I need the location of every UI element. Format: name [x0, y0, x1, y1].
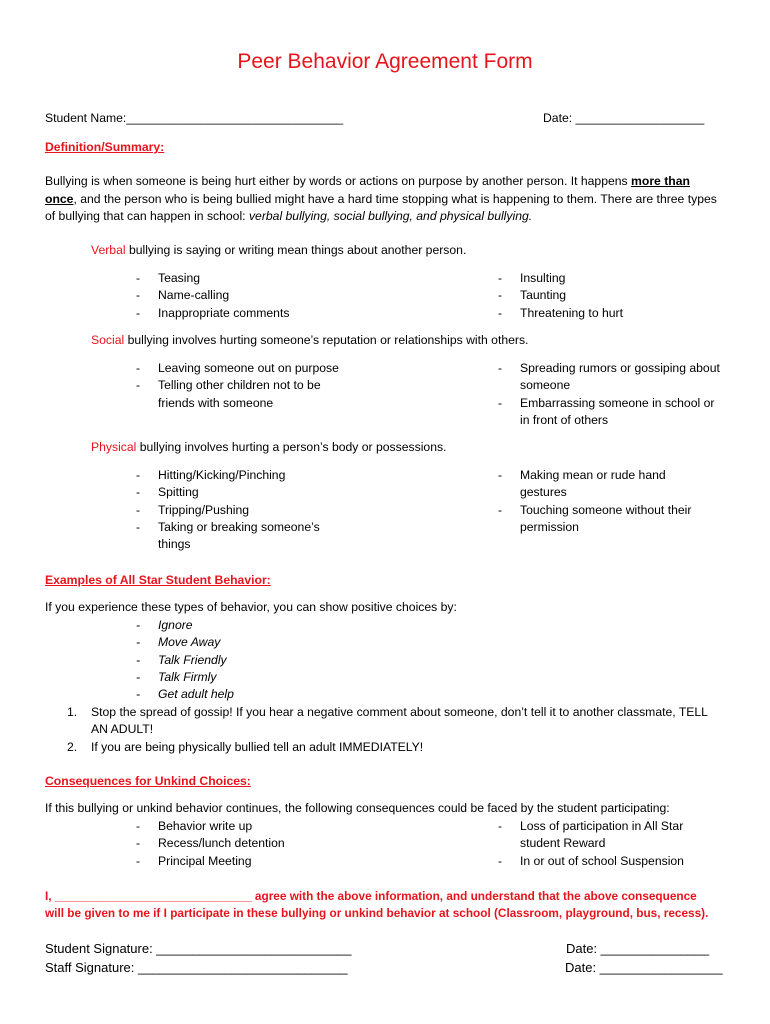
list-item: - Get adult help	[136, 686, 234, 703]
list-item: - In or out of school Suspension	[498, 853, 703, 870]
definition-text-1: Bullying is when someone is being hurt either by words or actions on purpose by another person. It happens	[45, 174, 632, 188]
physical-list-right	[498, 467, 703, 536]
verbal-list-right	[498, 270, 728, 322]
social-text: bullying involves hurting someone’s reputation or relationships with others.	[124, 333, 529, 347]
definition-emphasis-2: once	[45, 191, 74, 206]
item-text: Stop the spread of gossip! If you hear a negative comment about someone, don’t tell it to another classmate, TELL AN ADULT!	[91, 705, 708, 737]
numbered-item	[67, 739, 727, 756]
list-item: - Ignore	[136, 617, 234, 634]
date-field-top[interactable]: Date: ___________________	[543, 111, 705, 125]
item-text: If you are being physically bullied tell an adult IMMEDIATELY!	[91, 739, 424, 754]
numbered-list	[67, 704, 727, 756]
social-label: Social	[91, 333, 125, 347]
list-item: - Behavior write up	[136, 818, 285, 835]
consequences-intro: If this bullying or unkind behavior continues, the following consequences could be faced by the student participating:	[45, 801, 670, 815]
list-item: - Inappropriate comments	[136, 305, 366, 322]
list-item: - Spitting	[136, 484, 336, 501]
agreement-line-1[interactable]: I, ______________________________ agree with the above information, and understand that the above consequence	[45, 889, 697, 903]
page-title: Peer Behavior Agreement Form	[237, 50, 533, 73]
physical-label: Physical	[91, 440, 137, 454]
staff-signature-field[interactable]: Staff Signature: _____________________________	[45, 960, 348, 975]
examples-list	[136, 617, 234, 703]
list-item: - Taking or breaking someone’s things	[136, 519, 336, 554]
list-item: - Move Away	[136, 634, 234, 651]
list-item: - Talk Friendly	[136, 652, 234, 669]
verbal-line	[91, 243, 466, 257]
consequences-heading: Consequences for Unkind Choices:	[45, 774, 251, 788]
social-list-right	[498, 360, 723, 429]
student-date-field[interactable]: Date: _______________	[566, 941, 710, 956]
list-item: - Hitting/Kicking/Pinching	[136, 467, 336, 484]
list-item: - Leaving someone out on purpose	[136, 360, 351, 377]
list-item: - Talk Firmly	[136, 669, 234, 686]
verbal-text: bullying is saying or writing mean things about another person.	[125, 243, 467, 257]
list-item: - Telling other children not to be friends with someone	[136, 377, 351, 412]
physical-text: bullying involves hurting a person’s body or possessions.	[136, 440, 447, 454]
examples-heading: Examples of All Star Student Behavior:	[45, 573, 271, 587]
social-list-left	[136, 360, 351, 412]
staff-date-field[interactable]: Date: _________________	[565, 960, 723, 975]
definition-heading: Definition/Summary:	[45, 140, 165, 154]
item-number: 2.	[67, 739, 78, 754]
definition-text-2: , and the person who is being bullied might have a hard time stopping what is happening to them. There are three types of bullying that can happen in school:	[45, 191, 717, 223]
list-item: - Principal Meeting	[136, 853, 285, 870]
list-item: - Spreading rumors or gossiping about someone	[498, 360, 723, 395]
definition-emphasis-1: more than	[631, 174, 690, 188]
list-item: - Loss of participation in All Star student Reward	[498, 818, 703, 853]
definition-types: verbal bullying, social bullying, and physical bullying.	[248, 209, 533, 223]
consequences-list-left	[136, 818, 285, 870]
list-item: - Name-calling	[136, 287, 366, 304]
numbered-item	[67, 704, 727, 739]
consequences-list-right	[498, 818, 703, 870]
student-signature-field[interactable]: Student Signature: ___________________________	[45, 941, 352, 956]
list-item: - Embarrassing someone in school or in front of others	[498, 395, 723, 430]
agreement-line-2: will be given to me if I participate in these bullying or unkind behavior at school (Classroom, playground, bus, recess).	[45, 906, 709, 920]
verbal-label: Verbal	[91, 243, 126, 257]
list-item: - Recess/lunch detention	[136, 835, 285, 852]
list-item: - Insulting	[498, 270, 728, 287]
physical-line	[91, 440, 446, 454]
examples-intro: If you experience these types of behavior, you can show positive choices by:	[45, 600, 457, 614]
item-number: 1.	[67, 705, 78, 719]
list-item: - Teasing	[136, 270, 366, 287]
list-item: - Threatening to hurt	[498, 305, 728, 322]
list-item: - Touching someone without their permission	[498, 502, 703, 537]
list-item: - Taunting	[498, 287, 728, 304]
definition-paragraph	[45, 173, 725, 226]
list-item: - Making mean or rude hand gestures	[498, 467, 703, 502]
student-name-field[interactable]: Student Name:________________________________	[45, 111, 344, 125]
list-item: - Tripping/Pushing	[136, 502, 336, 519]
social-line	[91, 333, 528, 347]
physical-list-left	[136, 467, 336, 553]
verbal-list-left	[136, 270, 366, 322]
